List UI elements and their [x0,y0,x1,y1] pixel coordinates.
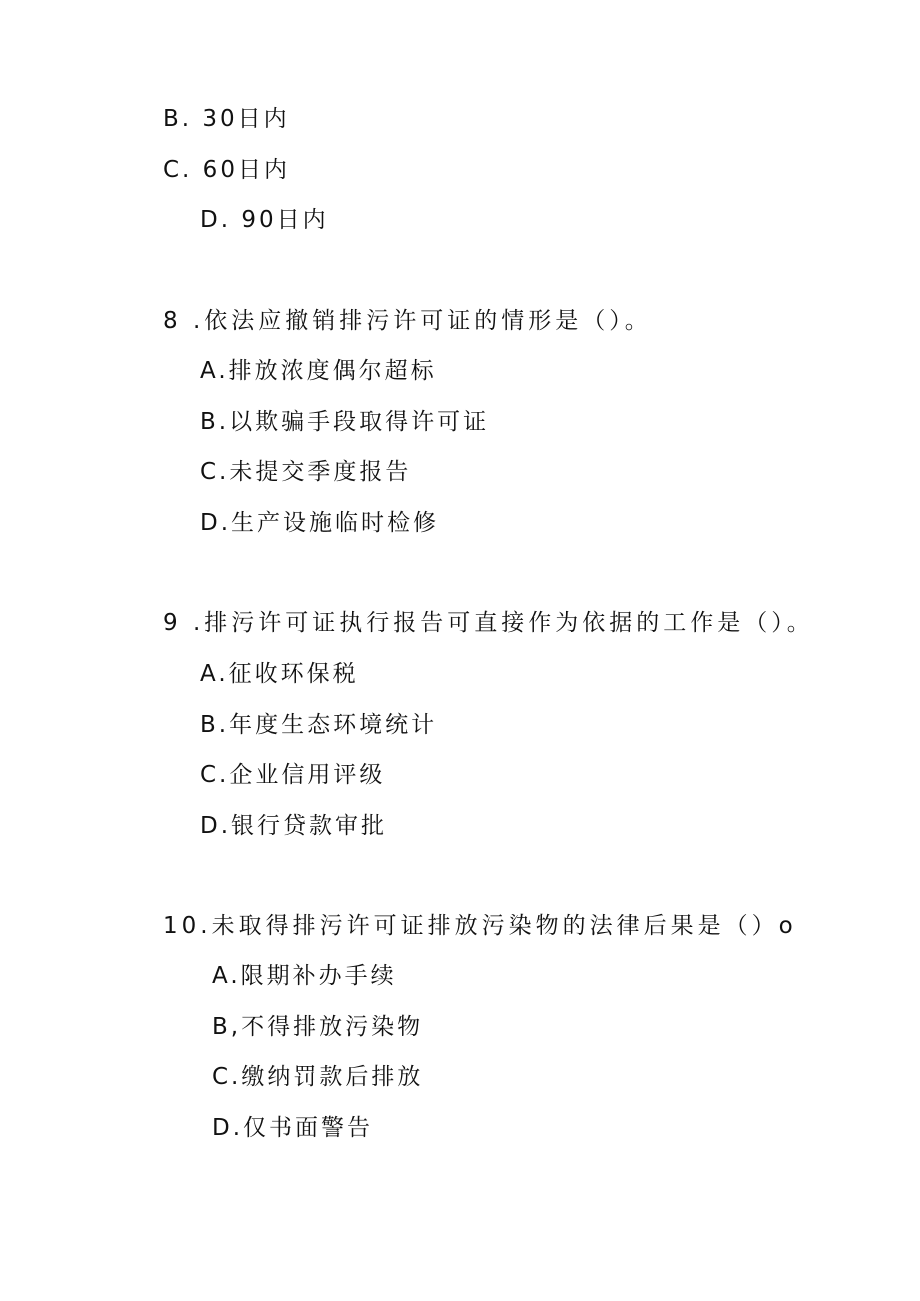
question-10-option-d: D.仅书面警告 [212,1115,374,1141]
question-10: 10.未取得排污许可证排放污染物的法律后果是（）o [163,913,797,939]
question-8-option-b: B.以欺骗手段取得许可证 [200,409,490,435]
option-b-30days: B. 30日内 [163,106,290,132]
option-d-90days: D. 90日内 [200,207,329,233]
question-9-option-a: A.征收环保税 [200,661,359,687]
question-8-option-d: D.生产设施临时检修 [200,510,440,536]
question-9-option-d: D.银行贷款审批 [200,813,388,839]
question-8: 8 .依法应撤销排污许可证的情形是（）。 [163,308,652,334]
question-10-option-a: A.限期补办手续 [212,963,397,989]
question-8-option-c: C.未提交季度报告 [200,459,412,485]
option-c-60days: C. 60日内 [163,157,290,183]
question-10-option-c: C.缴纳罚款后排放 [212,1064,424,1090]
question-9-option-b: B.年度生态环境统计 [200,712,438,738]
question-8-option-a: A.排放浓度偶尔超标 [200,358,437,384]
question-10-option-b: B,不得排放污染物 [212,1014,424,1040]
question-9-option-c: C.企业信用评级 [200,762,386,788]
question-9: 9 .排污许可证执行报告可直接作为依据的工作是（）。 [163,610,814,636]
